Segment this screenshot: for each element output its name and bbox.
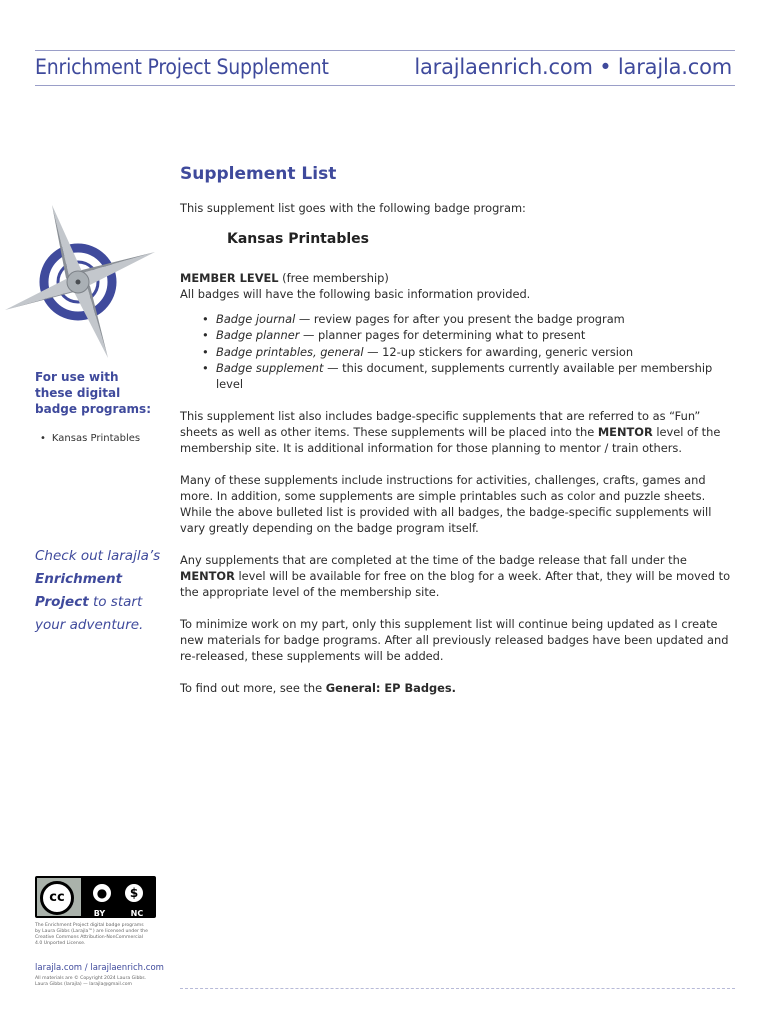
cc-by-label: BY [93, 909, 106, 918]
cc-nc-label: NC [130, 909, 144, 918]
cta-text-start: Check out larajla’s [35, 548, 161, 564]
para3-text: Any supplements that are completed at the time of the badge release that fall under the [180, 552, 687, 567]
list-item-term: Badge planner [216, 328, 300, 343]
para1-text-end: level of the membership site. It is additional information for those planning to mentor / train others. [180, 424, 721, 456]
footer-rule [180, 988, 735, 989]
list-item-desc: — review pages for after you present the badge program [295, 312, 625, 327]
cc-labels [81, 909, 156, 918]
member-level-line [180, 270, 740, 286]
list-item-term: Badge printables, general [216, 344, 364, 359]
document-title: Enrichment Project Supplement [35, 55, 329, 79]
sidebar-heading: For use with these digital badge programs: [35, 370, 151, 416]
creative-commons-badge[interactable] [35, 876, 156, 918]
member-level-note: (free membership) [278, 270, 389, 285]
list-item-desc: — 12-up stickers for awarding, generic version [363, 344, 634, 359]
cta-link-enrichment-project[interactable]: Enrichment Project [35, 571, 123, 610]
paragraph-free-blog [180, 552, 740, 601]
noncommercial-icon: $ [123, 882, 145, 904]
list-item [202, 327, 740, 343]
license-text: The Enrichment Project digital badge programs by Laura Gibbs (Larajla™) are licensed under the Creative Commons Attribution-NonCommercial 4.0 Unported License. [35, 923, 148, 946]
list-item [202, 311, 740, 327]
attribution-icon: ● [91, 882, 113, 904]
footer-copyright: All materials are © Copyright 2024 Laura Gibbs. Laura Gibbs (larajla) — larajla@gmail.com [35, 976, 147, 987]
paragraph-updates: To minimize work on my part, only this supplement list will continue being updated as I create new materials for badge programs. After all previously released badges have been updated and re-released, these supplements will be added. [180, 616, 729, 664]
cta-text-end: to start your adventure. [35, 594, 144, 633]
paragraph-fun-sheets [180, 408, 740, 457]
header-top-rule [35, 50, 735, 51]
paragraph-activities: Many of these supplements include instructions for activities, challenges, crafts, games and more. In addition, some supplements are simple printables such as color and puzzle sheets. While the above bulleted list is provided with all badges, the badge-specific supplements will vary greatly depending on the badge program itself. [180, 472, 712, 536]
program-name: Kansas Printables [227, 231, 369, 248]
compass-icon [0, 200, 160, 360]
member-level-label: MEMBER LEVEL [180, 270, 279, 285]
sidebar-cta [35, 545, 165, 637]
creative-commons-icon: cc [40, 881, 74, 915]
header-bottom-rule [35, 85, 735, 86]
intro-text: This supplement list goes with the following badge program: [180, 201, 526, 215]
para3-text-end: level will be available for free on the blog for a week. After that, they will be moved to the appropriate level of the membership site. [180, 569, 731, 600]
list-item-term: Badge journal [216, 312, 296, 327]
list-item [202, 360, 740, 393]
footer-site-link[interactable]: larajla.com / larajlaenrich.com [35, 963, 164, 973]
header-site-links[interactable]: larajlaenrich.com • larajla.com [414, 55, 732, 79]
sidebar-program-list [40, 433, 140, 444]
mentor-label: MENTOR [180, 569, 235, 584]
member-level-desc: All badges will have the following basic information provided. [180, 286, 531, 301]
list-item-desc: — this document, supplements currently available per membership level [216, 361, 713, 392]
supplement-list [202, 311, 740, 392]
cc-license-panel [81, 878, 156, 918]
paragraph-find-out-more [180, 680, 740, 696]
list-item-term: Badge supplement [216, 361, 324, 376]
sidebar-program-item: • Kansas Printables [40, 433, 140, 444]
general-ep-badges-link[interactable]: General: EP Badges. [325, 680, 457, 695]
main-content [180, 163, 740, 711]
list-item [202, 344, 740, 360]
page-title: Supplement List [180, 164, 337, 184]
para5-text: To find out more, see the [180, 680, 326, 695]
mentor-label: MENTOR [597, 424, 653, 439]
para1-text: This supplement list also includes badge-specific supplements that are referred to as “Fun” sheets as well as other items. These supplements will be placed into the [180, 408, 701, 439]
list-item-desc: — planner pages for determining what to present [299, 328, 586, 343]
